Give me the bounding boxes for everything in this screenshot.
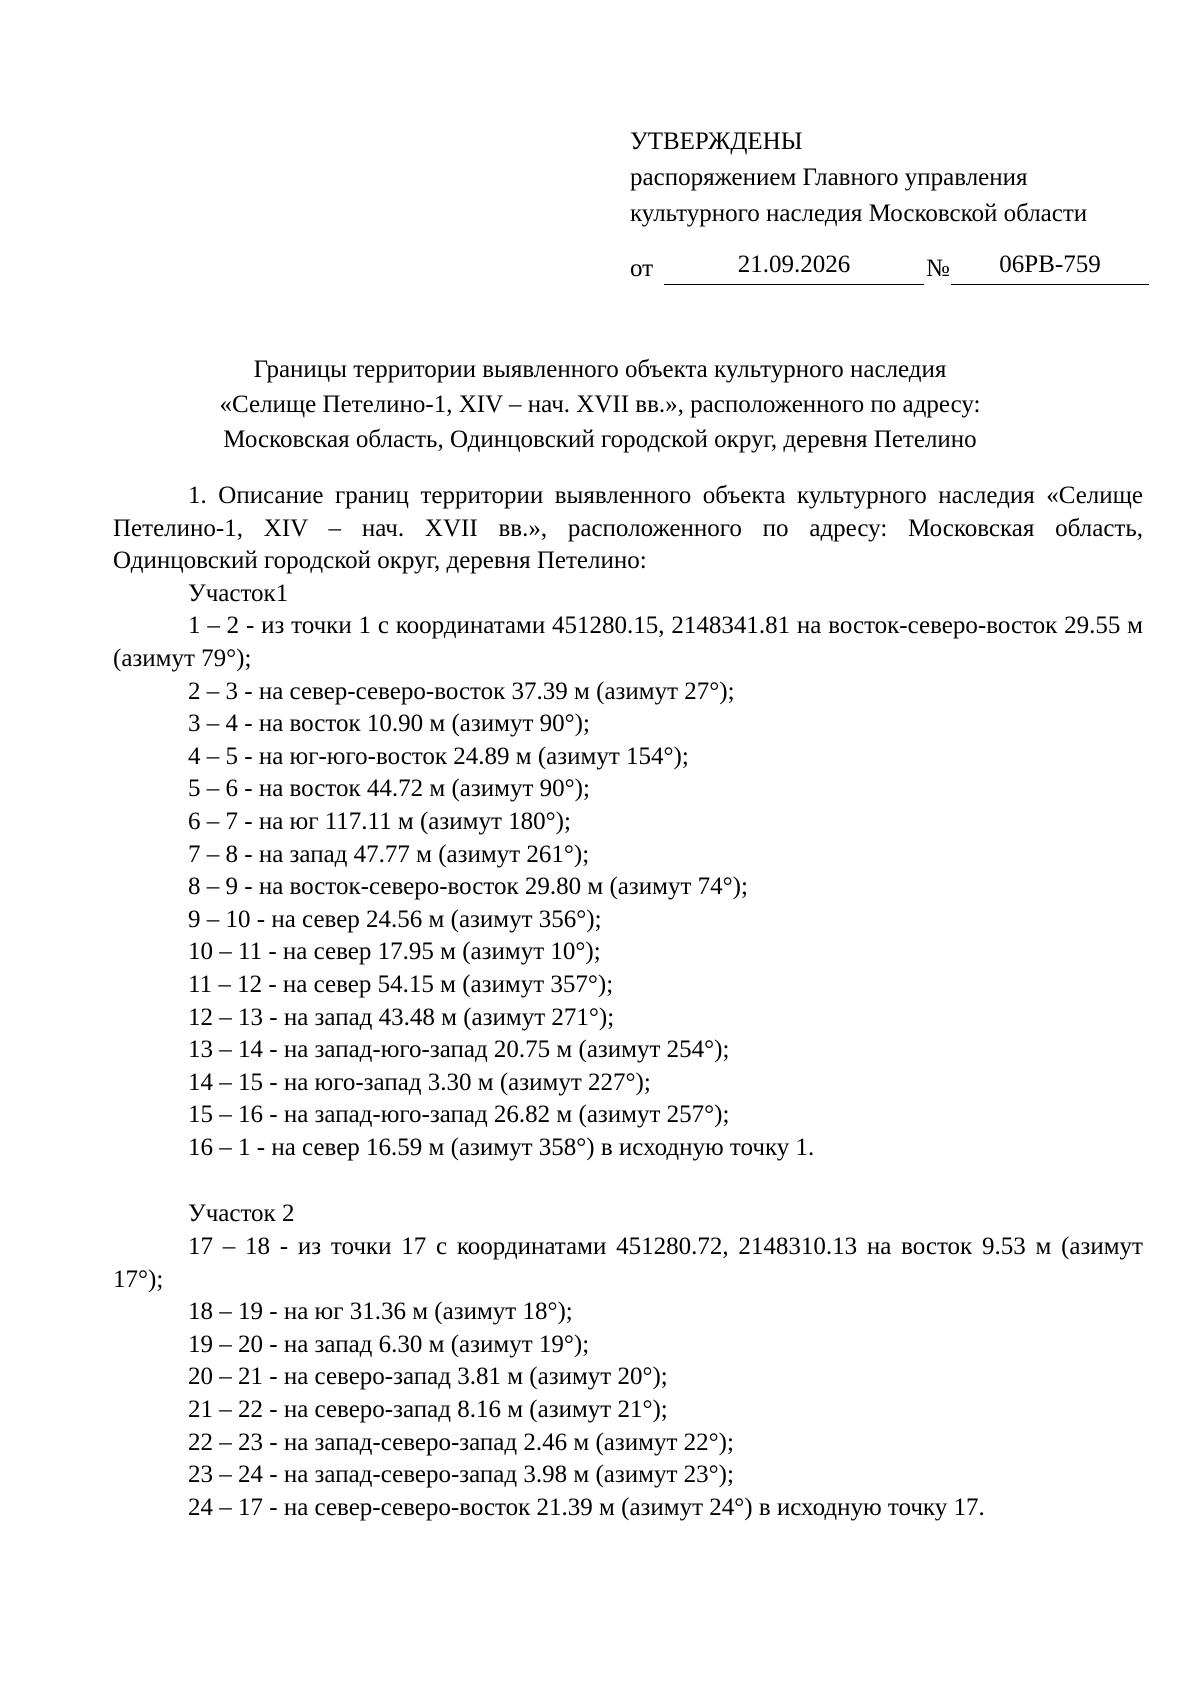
- boundary-segment: 24 – 17 - на север-северо-восток 21.39 м (азимут 24°) в исходную точку 17.: [188, 1493, 985, 1521]
- boundary-segment: 14 – 15 - на юго-запад 3.30 м (азимут 227°);: [188, 1068, 651, 1096]
- plot1-segment-list: [113, 676, 1143, 1165]
- plot2-first-segment: 17 – 18 - из точки 17 с координатами 451280.72, 2148310.13 на восток 9.53 м (азимут 17°);: [113, 1233, 1143, 1293]
- boundary-segment: 6 – 7 - на юг 117.11 м (азимут 180°);: [188, 807, 571, 835]
- plot1-label: Участок1: [188, 579, 289, 607]
- boundary-segment: 11 – 12 - на север 54.15 м (азимут 357°);: [188, 970, 614, 998]
- plot2-label: Участок 2: [188, 1200, 295, 1228]
- document-body: [113, 480, 1143, 1524]
- boundary-segment: 19 – 20 - на запад 6.30 м (азимут 19°);: [188, 1330, 590, 1358]
- approval-heading: УТВЕРЖДЕНЫ: [630, 128, 803, 155]
- document-title: [100, 352, 1100, 457]
- boundary-segment: 4 – 5 - на юг-юго-восток 24.89 м (азимут 154°);: [188, 742, 689, 770]
- registration-line: [630, 250, 1150, 290]
- approval-authority-line2: культурного наследия Московской области: [630, 200, 1088, 227]
- plot1-first-segment: 1 – 2 - из точки 1 с координатами 451280.15, 2148341.81 на восток-северо-восток 29.55 м (азимут 79°);: [113, 612, 1143, 672]
- boundary-segment: 2 – 3 - на север-северо-восток 37.39 м (азимут 27°);: [188, 677, 735, 705]
- title-line2: «Селище Петелино-1, XIV – нач. XVII вв.», расположенного по адресу:: [219, 391, 981, 418]
- boundary-segment: 8 – 9 - на восток-северо-восток 29.80 м (азимут 74°);: [188, 873, 748, 901]
- boundary-segment: 13 – 14 - на запад-юго-запад 20.75 м (азимут 254°);: [188, 1036, 730, 1064]
- date-label: от: [630, 255, 654, 282]
- date-field: 21.09.2026: [664, 250, 924, 285]
- section-gap: [113, 1164, 1143, 1198]
- boundary-segment: 9 – 10 - на север 24.56 м (азимут 356°);: [188, 905, 602, 933]
- boundary-segment: 12 – 13 - на запад 43.48 м (азимут 271°);: [188, 1003, 615, 1031]
- boundary-segment: 10 – 11 - на север 17.95 м (азимут 10°);: [188, 938, 601, 966]
- boundary-segment: 15 – 16 - на запад-юго-запад 26.82 м (азимут 257°);: [188, 1101, 730, 1129]
- title-line3: Московская область, Одинцовский городской округ, деревня Петелино: [223, 426, 977, 453]
- boundary-segment: 23 – 24 - на запад-северо-запад 3.98 м (азимут 23°);: [188, 1461, 734, 1489]
- boundary-segment: 21 – 22 - на северо-запад 8.16 м (азимут 21°);: [188, 1396, 668, 1424]
- boundary-segment: 3 – 4 - на восток 10.90 м (азимут 90°);: [188, 710, 590, 738]
- boundary-segment: 18 – 19 - на юг 31.36 м (азимут 18°);: [188, 1298, 573, 1326]
- number-field: 06РВ-759: [951, 250, 1149, 285]
- boundary-segment: 22 – 23 - на запад-северо-запад 2.46 м (азимут 22°);: [188, 1428, 734, 1456]
- boundary-segment: 16 – 1 - на север 16.59 м (азимут 358°) в исходную точку 1.: [188, 1133, 815, 1161]
- section-intro: 1. Описание границ территории выявленного объекта культурного наследия «Селище Петелино-1, XIV – нач. XVII вв.», расположенного по адресу: Московская область, Одинцовский городской округ, деревня Петелино:: [113, 482, 1143, 575]
- plot2-segment-list: [113, 1296, 1143, 1524]
- title-line1: Границы территории выявленного объекта культурного наследия: [253, 356, 947, 383]
- approval-stamp: [630, 124, 1087, 232]
- number-label: №: [926, 255, 950, 282]
- approval-authority-line1: распоряжением Главного управления: [630, 164, 1028, 191]
- boundary-segment: 7 – 8 - на запад 47.77 м (азимут 261°);: [188, 840, 590, 868]
- boundary-segment: 20 – 21 - на северо-запад 3.81 м (азимут 20°);: [188, 1363, 668, 1391]
- boundary-segment: 5 – 6 - на восток 44.72 м (азимут 90°);: [188, 775, 590, 803]
